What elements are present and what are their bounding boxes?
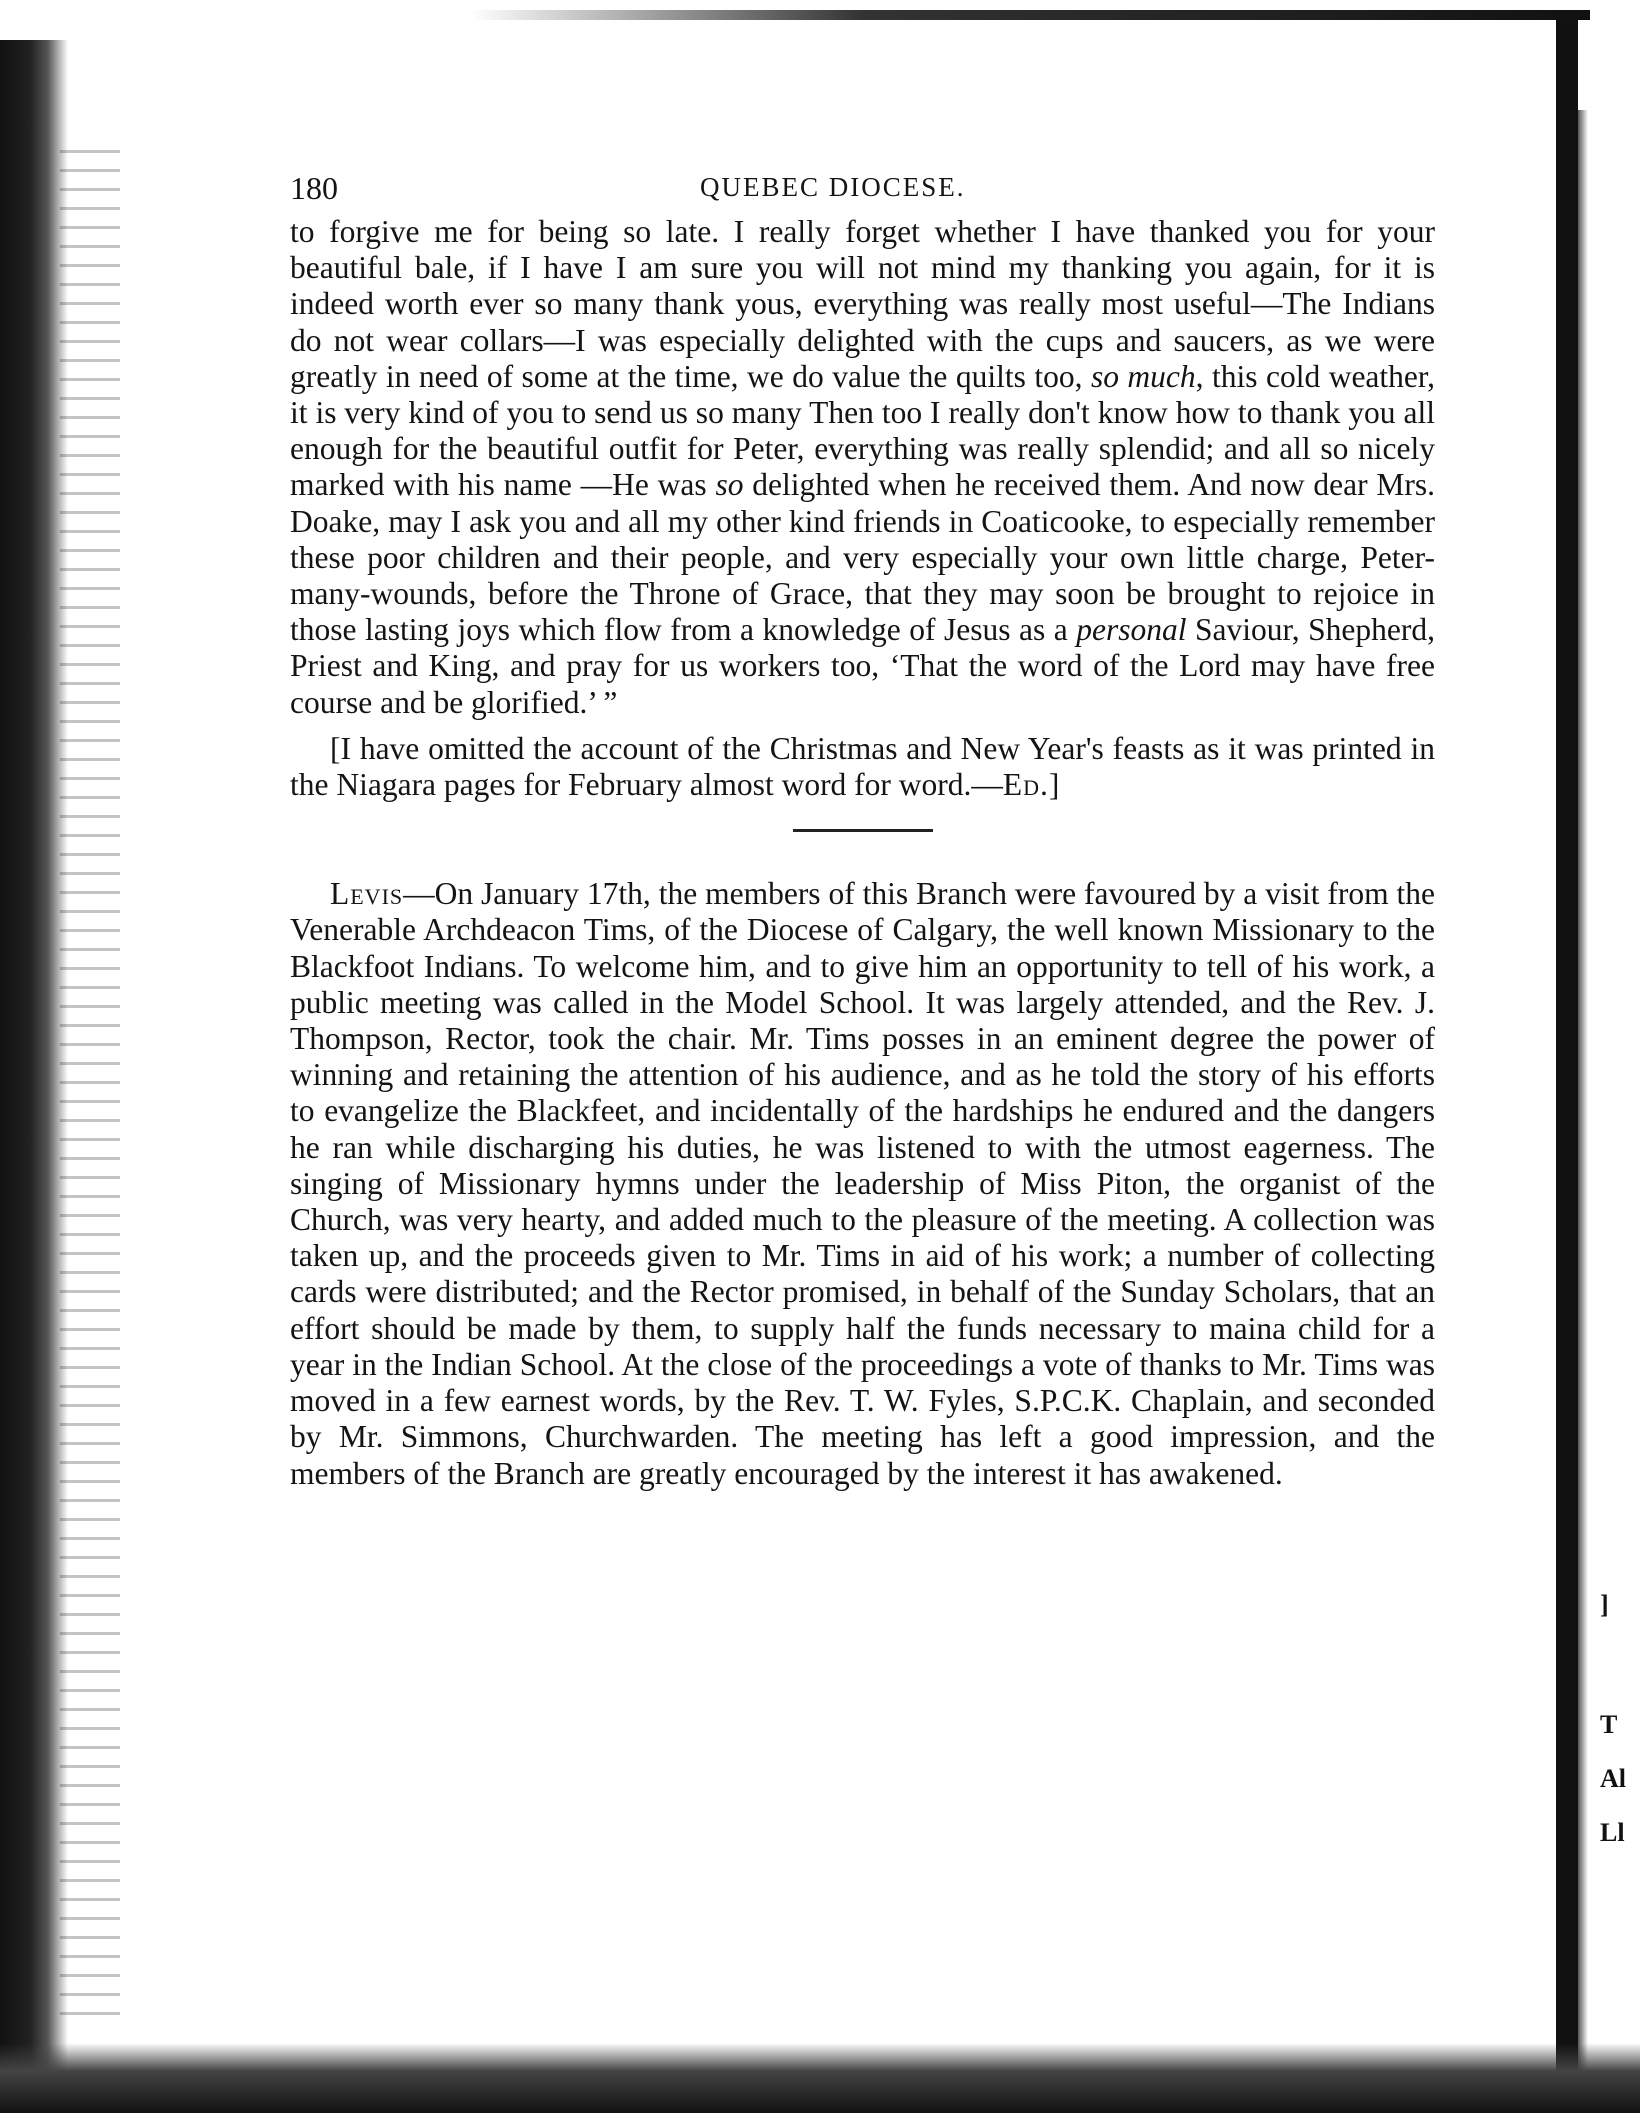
letter-text-4: Saviour, Shepherd, Priest and King, and pray for us workers too, ‘That the word of the Lord may have free course and be glorified.’ ” [290, 612, 1435, 720]
editor-sign: Ed. [1002, 767, 1049, 803]
scan-shadow-bottom [0, 2043, 1640, 2113]
scan-shadow-left [0, 40, 68, 2113]
section-divider [793, 829, 933, 832]
margin-fragment-4: Ll [1600, 1818, 1625, 1847]
letter-text-3: delighted when he received them. And now dear Mrs. Doake, may I ask you and all my other kind friends in Coaticooke, to especially remember these poor children and their people, and very especially your own little charge, Peter-many-wounds, before the Throne of Grace, that they may soon be brought to rejoice in those lasting joys which flow from a knowledge of Jesus as a [290, 467, 1435, 648]
margin-fragment-2: T [1600, 1710, 1618, 1739]
margin-fragment-3: Al [1600, 1764, 1626, 1793]
scan-gutter-right-shade [1578, 110, 1588, 2113]
scan-gutter-right [1556, 20, 1578, 2113]
margin-fragment-1: ] [1600, 1590, 1609, 1619]
running-head-title: QUEBEC DIOCESE. [700, 172, 966, 202]
levis-paragraph [290, 876, 1435, 1491]
letter-emphasis-2: so [715, 467, 744, 503]
page-number: 180 [290, 170, 338, 206]
letter-text-1: to forgive me for being so late. I really forget whether I have thanked you for your beautiful bale, if I have I am sure you will not mind my thanking you again, for it is indeed worth ever so many thank yous, everything was really most useful—The Indians do not wear collars—I was especially delighted with the cups and saucers, as we were greatly in need of some at the time, we do value the quilts too, [290, 214, 1435, 394]
editor-note-close: ] [1048, 767, 1060, 803]
scan-speckle-left [60, 150, 120, 2030]
levis-text: —On January 17th, the members of this Branch were favoured by a visit from the Venerable Archdeacon Tims, of the Diocese of Calgary, the well known Missionary to the Blackfoot Indians. To welcome him, and to give him an opportunity to tell of his work, a public meeting was called in the Model School. It was largely attended, and the Rev. J. Thompson, Rector, took the chair. Mr. Tims posses in an eminent degree the power of winning and retaining the attention of his audience, and as he told the story of his efforts to evangelize the Blackfeet, and incidentally of the hardships he endured and the dangers he ran while discharging his duties, he was listened to with the utmost eagerness. The singing of Missionary hymns under the leadership of Miss Piton, the organist of the Church, was very hearty, and added much to the pleasure of the meeting. A collection was taken up, and the proceeds given to Mr. Tims in aid of his work; a number of collecting cards were distributed; and the Rector promised, in behalf of the Sunday Scholars, that an effort should be made by them, to supply half the funds necessary to maina child for a year in the Indian School. At the close of the proceedings a vote of thanks to Mr. Tims was moved in a few earnest words, by the Rev. T. W. Fyles, S.P.C.K. Chaplain, and seconded by Mr. Simmons, Churchwarden. The meeting has left a good impression, and the members of the Branch are greatly encouraged by the interest it has awakened. [290, 876, 1435, 1491]
letter-paragraph [290, 214, 1435, 721]
scan-shadow-top [470, 10, 1590, 20]
editor-note [290, 731, 1435, 803]
running-head [290, 170, 1435, 214]
letter-text-2: , this cold weather, it is very kind of you to send us so many Then too I really don't know how to thank you all enough for the beautiful outfit for Peter, everything was really splendid; and all so nicely marked with his name —He was [290, 358, 1435, 503]
levis-lead: Levis [330, 876, 404, 912]
letter-emphasis-3: personal [1076, 612, 1187, 648]
editor-note-text: [I have omitted the account of the Christmas and New Year's feasts as it was printed in the Niagara pages for February almost word for word.— [290, 730, 1435, 803]
page-content [290, 170, 1435, 1492]
letter-emphasis-1: so much [1090, 358, 1196, 394]
